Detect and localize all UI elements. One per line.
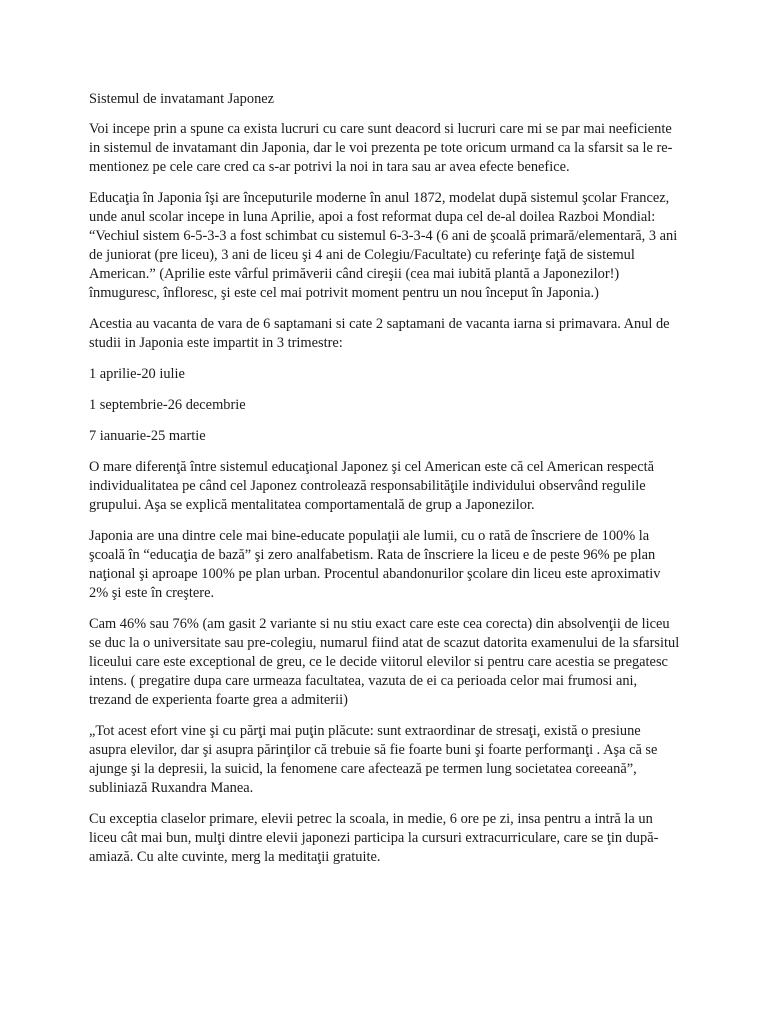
paragraph-statistics: Japonia are una dintre cele mai bine-educate populaţii ale lumii, cu o rată de înscriere de 100% la şcoală în “educaţia de bază” şi zero analfabetism. Rata de înscriere la liceu e de peste 96% pe plan naţional şi aproape 100% pe plan urban. Procentul abandonurilor şcolare din liceu este aproximativ 2% şi este în creştere. [89, 528, 661, 601]
paragraph-comparison: O mare diferenţă între sistemul educaţional Japonez şi cel American este că cel American respectă individualitatea pe când cel Japonez controlează responsabilităţile individului observând regulile grupului. Aşa se explică mentalitatea comportamentală de grup a Japonezilor. [89, 459, 654, 513]
document-title: Sistemul de invatamant Japonez [89, 91, 275, 107]
document-body [89, 90, 681, 879]
paragraph-intro: Voi incepe prin a spune ca exista lucruri cu care sunt deacord si lucruri care mi se par mai neeficiente in sistemul de invatamant din Japonia, dar le voi prezenta pe tote oricum urmand ca la sfarsit sa le re-mentionez pe cele care cred ca s-ar potrivi la noi in tara sau ar avea efecte benefice. [89, 121, 673, 175]
paragraph-graduates: Cam 46% sau 76% (am gasit 2 variante si nu stiu exact care este cea corecta) din absolvenţii de liceu se duc la o universitate sau pre-colegiu, numarul fiind atat de scazut datorita examenului de la sfarsitul liceului care este exceptional de greu, ce le decide viitorul elevilor si pentru care acestia se pregatesc intens. ( pregatire dupa care urmeaza facultatea, vazuta de ei ca perioada celor mai frumosi ani, trezand de experienta foarte grea a admiterii) [89, 616, 680, 708]
paragraph-history: Educaţia în Japonia îşi are începuturile moderne în anul 1872, modelat după sistemul şcolar Francez, unde anul scolar incepe in luna Aprilie, apoi a fost reformat dupa cel de-al doilea Razboi Mondial: “Vechiul sistem 6-5-3-3 a fost schimbat cu sistemul 6-3-3-4 (6 ani de şcoală primară/elementară, 3 ani de juniorat (pre liceu), 3 ani de liceu şi 4 ani de Colegiu/Facultate) cu referinţe faţă de sistemul American.” (Aprilie este vârful primăverii când cireşii (cea mai iubită plantă a Japonezilor!) înmuguresc, înfloresc, şi este cel mai potrivit moment pentru un nou început în Japonia.) [89, 190, 678, 301]
trimester-3: 7 ianuarie-25 martie [89, 428, 206, 444]
paragraph-vacations: Acestia au vacanta de vara de 6 saptamani si cate 2 saptamani de vacanta iarna si primavara. Anul de studii in Japonia este impartit in 3 trimestre: [89, 316, 670, 351]
trimester-1: 1 aprilie-20 iulie [89, 366, 185, 382]
paragraph-schedule: Cu exceptia claselor primare, elevii petrec la scoala, in medie, 6 ore pe zi, insa pentru a intră la un liceu cât mai bun, mulţi dintre elevii japonezi participa la cursuri extracurriculare, care se ţin după-amiază. Cu alte cuvinte, merg la meditaţii gratuite. [89, 811, 659, 865]
trimester-2: 1 septembrie-26 decembrie [89, 397, 246, 413]
paragraph-quote: „Tot acest efort vine şi cu părţi mai puţin plăcute: sunt extraordinar de stresaţi, există o presiune asupra elevilor, dar şi asupra părinţilor că trebuie să fie foarte buni şi foarte performanţi . Aşa că se ajunge şi la depresii, la suicid, la fenomene care afectează pe termen lung societatea coreeană”, subliniază Ruxandra Manea. [89, 723, 658, 796]
